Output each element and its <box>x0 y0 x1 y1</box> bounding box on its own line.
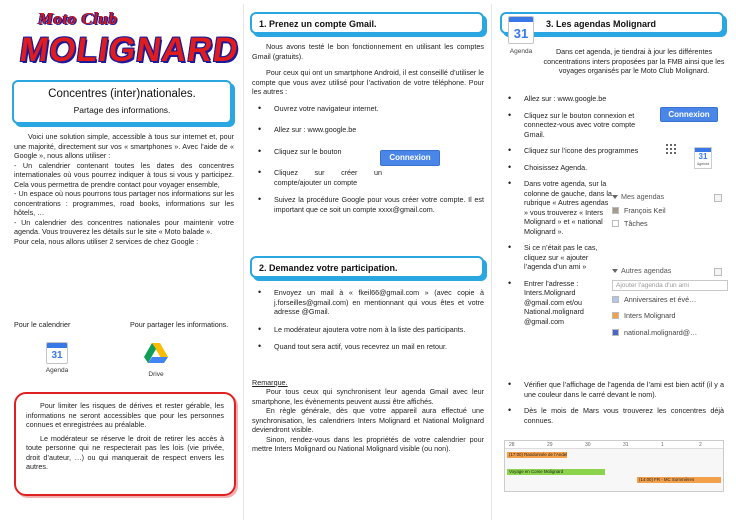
paragraph: - Un calendrier des concentres nationales pour maintenir votre agenda. Vous trouverez les détails sur le site « Moto balade ». <box>14 217 234 236</box>
list-item: • Dès le mois de Mars vous trouverez les concentres déjà connues. <box>502 406 724 425</box>
list-item: • Dans votre agenda, sur la colonne de gauche, dans la rubrique « Autres agendas » vous trouverez « Inters Molignard » et « national Molignard ». <box>502 179 614 236</box>
section-2-title: 2. Demandez votre participation. <box>259 263 398 273</box>
color-swatch <box>612 207 619 214</box>
google-calendar-icon: 31 <box>508 16 534 44</box>
paragraph: Voici une solution simple, accessible à tous sur internet et, pour une majorité, directement sur vos « smartphones ». Avec l’aide de « Google », nous allons utiliser : <box>14 132 234 160</box>
color-swatch <box>612 329 619 336</box>
section-1-body <box>252 42 484 221</box>
logo-main-text: MOLIGNARD <box>17 31 242 69</box>
intro-title-box <box>12 80 232 124</box>
agenda-app <box>42 342 72 376</box>
section-1-title-box <box>250 12 484 34</box>
intro-title: Concentres (inter)nationales. <box>48 88 196 100</box>
list-item: • Le modérateur ajoutera votre nom à la liste des participants. <box>252 325 484 335</box>
connexion-button[interactable]: Connexion <box>660 107 718 122</box>
section-3-intro: Dans cet agenda, je tiendrai à jour les différentes concentrations inters proposées par la FMB ainsi que les voyages organisés par le Moto Club Molignard. <box>543 47 725 75</box>
drive-app-label: Drive <box>148 370 164 378</box>
day-label: 30 <box>585 442 591 448</box>
calendar-event[interactable]: Voyage en Corse Molignard <box>507 469 605 475</box>
section-1-steps <box>252 104 484 215</box>
paragraph: Nous avons testé le bon fonctionnement en utilisant les comptes Gmail (gratuits). <box>252 42 484 61</box>
warning-paragraph: Pour limiter les risques de dérives et rester gérable, les informations ne seront accessibles que pour les personnes connues et enregistrées au préalable. <box>26 401 224 429</box>
other-calendars-panel <box>612 266 728 337</box>
column-divider <box>243 4 244 520</box>
remark-title: Remarque. <box>252 377 288 387</box>
dropdown-icon[interactable] <box>714 194 722 202</box>
day-label: 29 <box>547 442 553 448</box>
paragraph: - Un espace où nous pourrons tous partager nos informations sur les concentrations : programmes, road books, informations sur les hôtels, … <box>14 189 234 217</box>
intro-text <box>14 132 234 246</box>
paragraph: Sinon, rendez-vous dans les propriétés de votre calendrier pour mettre Inters Molignard ou National Molignard visible (ou non). <box>252 434 484 453</box>
other-calendars-header[interactable]: Autres agendas <box>612 266 728 276</box>
calendar-preview <box>504 440 724 492</box>
day-label: 28 <box>509 442 515 448</box>
warning-box <box>14 392 236 496</box>
list-item: • Envoyez un mail à « fkeil66@gmail.com » (avec copie à j.forseilles@gmail.com) en mentionnant qui vous êtes et votre adresse @Gmail. <box>252 288 484 317</box>
section-2-title-box <box>250 256 484 278</box>
moto-club-logo <box>17 6 242 72</box>
calendar-day-header <box>505 441 723 449</box>
paragraph: Pour ceux qui ont un smartphone Android, il est conseillé d’utiliser le compte que vous avez utilisé pour l’activation de votre téléphone. Pour les autres : <box>252 68 484 96</box>
list-item: • Ouvrez votre navigateur internet. <box>252 104 484 114</box>
intro-subtitle: Partage des informations. <box>73 105 171 116</box>
google-drive-icon <box>143 342 169 364</box>
day-label: 31 <box>623 442 629 448</box>
calendar-item-national[interactable]: national.molignard@… <box>612 328 728 338</box>
label-share: Pour partager les informations. <box>130 320 229 329</box>
list-item: • Si ce n’était pas le cas, cliquez sur « ajouter l’agenda d’un ami » <box>502 243 614 272</box>
dropdown-icon[interactable] <box>714 268 722 276</box>
drive-app <box>140 342 172 379</box>
day-label: 1 <box>661 442 664 448</box>
list-item: • Cliquez sur l’icone des programmes <box>502 146 662 156</box>
calendar-event[interactable]: (14:00) FR - MC Sommières <box>637 477 721 483</box>
list-item: • Choisissez Agenda. <box>502 163 614 173</box>
list-item: • Suivez la procédure Google pour vous créer votre compte. Il est important que ce soit un compte xxxx@gmail.com. <box>252 195 484 214</box>
paragraph: Pour cela, nous allons utiliser 2 services de chez Google : <box>14 236 199 246</box>
warning-paragraph: Le modérateur se réserve le droit de retirer les accès à toute personne qui ne respecterait pas les lois (vie privée, droit d’auteur, …) ou qui manquerait de respect envers les autres. <box>26 433 224 471</box>
section-3-title: 3. Les agendas Molignard <box>546 19 657 29</box>
calendar-event[interactable]: (17:00) Randonnée de l'Andel <box>509 452 567 457</box>
paragraph: En règle générale, dès que votre appareil aura effectué une synchronisation, les calendriers Inters Molignard et National Molignard deviendront visible. <box>252 406 484 434</box>
list-item: • Allez sur : www.google.be <box>252 125 484 135</box>
list-item: • Cliquez sur créer un compte/ajouter un compte <box>252 168 382 187</box>
color-swatch <box>612 296 619 303</box>
paragraph: Pour tous ceux qui synchronisent leur agenda Gmail avec leur smartphone, les évènements peuvent aussi être affichés. <box>252 387 484 406</box>
label-calendar: Pour le calendrier <box>14 320 71 329</box>
add-friend-calendar-input[interactable]: Ajouter l'agenda d'un ami <box>612 280 728 291</box>
agenda-app-label: Agenda <box>45 367 69 374</box>
list-item: • Vérifier que l’affichage de l’agenda de l’ami est bien actif (il y a une couleur dans le carré devant le nom). <box>502 380 724 399</box>
list-item: • Allez sur : www.google.be <box>502 94 702 104</box>
list-item: • Cliquez sur le bouton connexion et connectez-vous avec votre compte Gmail. <box>502 111 642 140</box>
paragraph: - Un calendrier contenant toutes les dates des concentres internationales où vous pourrez indiquer à tous si vous y participez. Cela vous permettra de prendre contact pour voyager ensemble, <box>14 160 234 189</box>
agenda-icon-label: Agenda <box>509 48 533 55</box>
logo-top-text: Moto Club <box>38 9 118 28</box>
section-1-title: 1. Prenez un compte Gmail. <box>259 19 377 29</box>
color-swatch <box>612 312 619 319</box>
google-calendar-icon: 31 <box>46 342 68 364</box>
calendar-item-tasks[interactable]: Tâches <box>612 219 728 229</box>
list-item: • Entrer l’adresse : Inters.Molignard @gmail.com et/ou National.molignard @gmail.com <box>502 279 614 327</box>
apps-grid-icon[interactable] <box>666 144 676 154</box>
list-item: • Cliquez sur le bouton <box>252 147 484 157</box>
calendar-item-inters[interactable]: Inters Molignard <box>612 311 728 321</box>
chevron-down-icon <box>612 269 618 273</box>
color-swatch <box>612 220 619 227</box>
section-2-body <box>252 288 484 454</box>
list-item: • Quand tout sera actif, vous recevrez un mail en retour. <box>252 342 484 352</box>
calendar-item-keil[interactable]: François Keil <box>612 206 728 216</box>
day-label: 2 <box>699 442 702 448</box>
agenda-app-icon[interactable]: 31 Agenda <box>694 147 712 169</box>
section-2-steps <box>252 288 484 352</box>
chevron-down-icon <box>612 195 618 199</box>
section-3-steps-b <box>502 380 724 432</box>
calendar-item-birthdays[interactable]: Anniversaires et évé… <box>612 295 728 305</box>
connexion-button[interactable]: Connexion <box>380 150 440 166</box>
my-calendars-header[interactable]: Mes agendas <box>612 192 728 202</box>
my-calendars-panel <box>612 192 728 229</box>
column-divider <box>491 4 492 520</box>
